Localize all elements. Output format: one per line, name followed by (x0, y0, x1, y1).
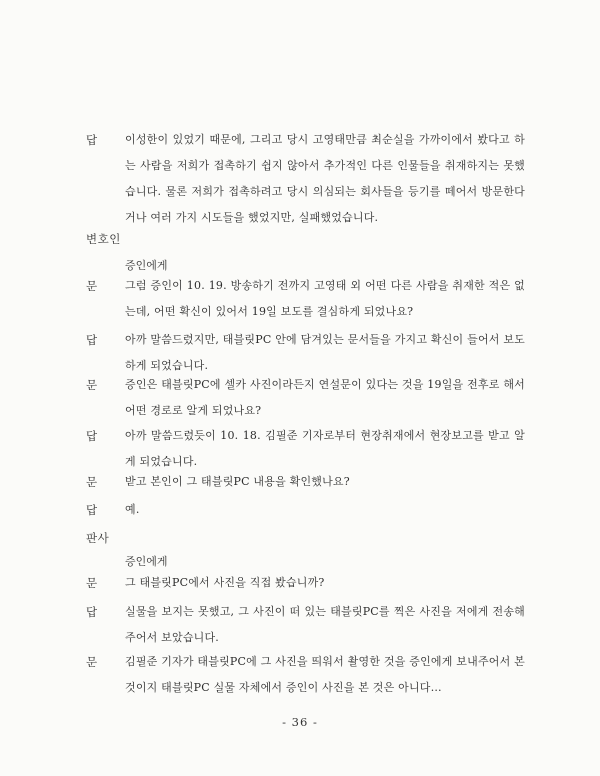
speaker-label: 문 (86, 576, 98, 590)
entry-text: 그 태블릿PC에서 사진을 직접 봤습니까? (125, 576, 325, 589)
entry-text: 받고 본인이 그 태블릿PC 내용을 확인했나요? (125, 475, 350, 488)
entry-text: 김필준 기자가 태블릿PC에 그 사진을 띄워서 촬영한 것을 증인에게 보내주어서 본 것이지 태블릿PC 실물 자체에서 증인이 사진을 본 것은 아니다… (125, 655, 525, 694)
page-number: - 36 - (282, 715, 318, 729)
entry-text: 아까 말씀드렸지만, 태블릿PC 안에 담겨있는 문서들을 가지고 확신이 들어서 보도하게 되었습니다. (125, 333, 525, 372)
address-line: 증인에게 (125, 555, 168, 568)
entry-text: 증인은 태블릿PC에 셀카 사진이라든지 연설문이 있다는 것을 19일을 전후로 해서 어떤 경로로 알게 되었나요? (125, 378, 525, 417)
speaker-label: 문 (86, 475, 98, 489)
role-label: 판사 (86, 531, 110, 545)
speaker-label: 답 (86, 605, 98, 619)
address-line: 증인에게 (125, 259, 168, 272)
entry-text: 아까 말씀드렸듯이 10. 18. 김필준 기자로부터 현장취재에서 현장보고를 받고 알게 되었습니다. (125, 429, 525, 468)
entry-text: 그럼 증인이 10. 19. 방송하기 전까지 고영태 외 어떤 다른 사람을 취재한 적은 없는데, 어떤 확신이 있어서 19일 보도를 결심하게 되었나요? (125, 279, 525, 318)
speaker-label: 문 (86, 279, 98, 293)
entry-text: 실물을 보지는 못했고, 그 사진이 떠 있는 태블릿PC를 찍은 사진을 저에게 전송해 주어서 보았습니다. (125, 605, 525, 644)
speaker-label: 답 (86, 133, 98, 147)
speaker-label: 답 (86, 503, 98, 517)
speaker-label: 답 (86, 333, 98, 347)
speaker-label: 답 (86, 429, 98, 443)
speaker-label: 문 (86, 378, 98, 392)
role-label: 변호인 (86, 232, 121, 246)
speaker-label: 문 (86, 655, 98, 669)
entry-text: 이성한이 있었기 때문에, 그리고 당시 고영태만큼 최순실을 가까이에서 봤다고 하는 사람을 저희가 접촉하기 쉽지 않아서 추가적인 다른 인물들을 취재하지는 못했습니다. 물론 저희가 접촉하려고 당시 의심되는 회사들을 등기를 떼어서 방문한다거나 여러 가지 시도들을 했었지만, 실패했었습니다. (125, 133, 525, 224)
entry-text: 예. (125, 503, 140, 516)
